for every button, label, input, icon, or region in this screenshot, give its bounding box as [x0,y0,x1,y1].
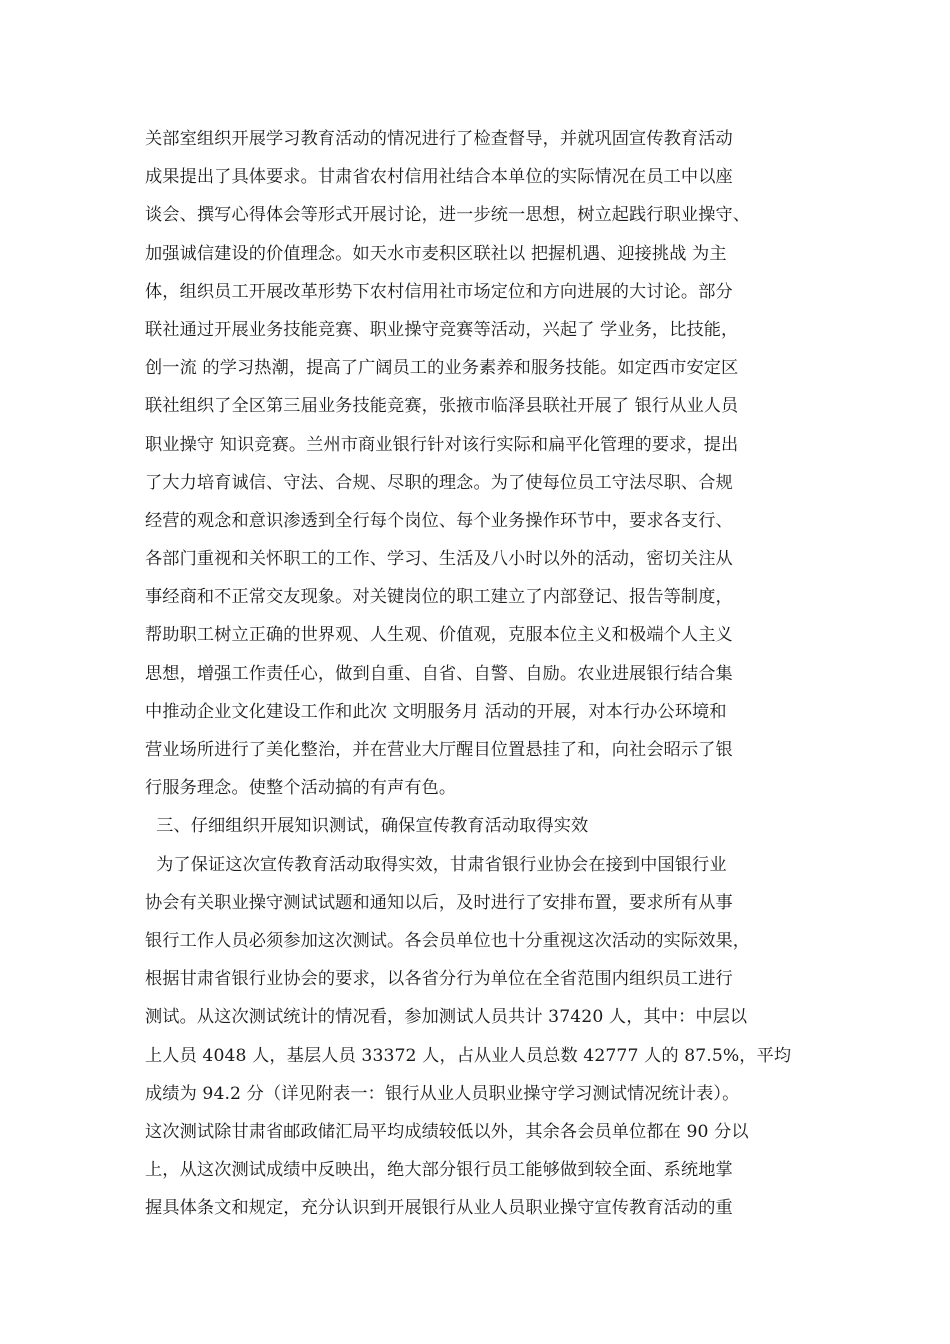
text-line: 中推动企业文化建设工作和此次 文明服务月 活动的开展，对本行办公环境和 [145,701,727,722]
text-line: 帮助职工树立正确的世界观、人生观、价值观，克服本位主义和极端个人主义 [145,625,733,646]
text-line: 为了保证这次宣传教育活动取得实效，甘肃省银行业协会在接到中国银行业 [145,854,727,875]
text-line: 握具体条文和规定，充分认识到开展银行从业人员职业操守宣传教育活动的重 [145,1198,733,1219]
text-line: 关部室组织开展学习教育活动的情况进行了检查督导，并就巩固宣传教育活动 [145,129,733,149]
text-line: 了大力培育诚信、守法、合规、尽职的理念。为了使每位员工守法尽职、合规 [145,472,733,493]
text-line: 思想，增强工作责任心，做到自重、自省、自警、自励。农业进展银行结合集 [145,663,733,684]
text-line: 测试。从这次测试统计的情况看，参加测试人员共计 37420 人，其中：中层以 [145,1007,748,1028]
text-line: 成绩为 94.2 分（详见附表一：银行从业人员职业操守学习测试情况统计表）。 [145,1083,740,1104]
text-line: 创一流 的学习热潮，提高了广阔员工的业务素养和服务技能。如定西市安定区 [145,358,739,379]
text-line: 经营的观念和意识渗透到全行每个岗位、每个业务操作环节中，要求各支行、 [145,510,733,531]
text-line: 上，从这次测试成绩中反映出，绝大部分银行员工能够做到较全面、系统地掌 [145,1160,733,1181]
text-line: 协会有关职业操守测试试题和通知以后，及时进行了安排布置，要求所有从事 [145,892,733,913]
text-line: 成果提出了具体要求。甘肃省农村信用社结合本单位的实际情况在员工中以座 [145,167,733,188]
text-line: 加强诚信建设的价值理念。如天水市麦积区联社以 把握机遇、迎接挑战 为主 [145,243,727,264]
text-line: 事经商和不正常交友现象。对关键岗位的职工建立了内部登记、报告等制度， [145,587,733,608]
text-line: 谈会、撰写心得体会等形式开展讨论，进一步统一思想，树立起践行职业操守、 [145,205,751,226]
text-line: 上人员 4048 人，基层人员 33372 人，占从业人员总数 42777 人的 87.5%，平均 [145,1045,792,1066]
text-line: 行服务理念。使整个活动搞的有声有色。 [145,778,457,799]
section-heading: 三、仔细组织开展知识测试，确保宣传教育活动取得实效 [145,816,589,837]
text-line: 营业场所进行了美化整治，并在营业大厅醒目位置悬挂了和，向社会昭示了银 [145,740,733,760]
text-line: 根据甘肃省银行业协会的要求，以各省分行为单位在全省范围内组织员工进行 [145,969,733,990]
text-line: 银行工作人员必须参加这次测试。各会员单位也十分重视这次活动的实际效果， [145,930,751,951]
text-line: 职业操守 知识竞赛。兰州市商业银行针对该行实际和扁平化管理的要求，提出 [145,434,739,455]
text-line: 这次测试除甘肃省邮政储汇局平均成绩较低以外，其余各会员单位都在 90 分以 [145,1121,749,1142]
body-text [145,120,815,1227]
text-line: 各部门重视和关怀职工的工作、学习、生活及八小时以外的活动，密切关注从 [145,549,733,570]
text-line: 联社通过开展业务技能竞赛、职业操守竞赛等活动，兴起了 学业务，比技能， [145,319,739,340]
text-line: 联社组织了全区第三届业务技能竞赛，张掖市临泽县联社开展了 银行从业人员 [145,396,739,417]
text-line: 体，组织员工开展改革形势下农村信用社市场定位和方向进展的大讨论。部分 [145,281,733,302]
